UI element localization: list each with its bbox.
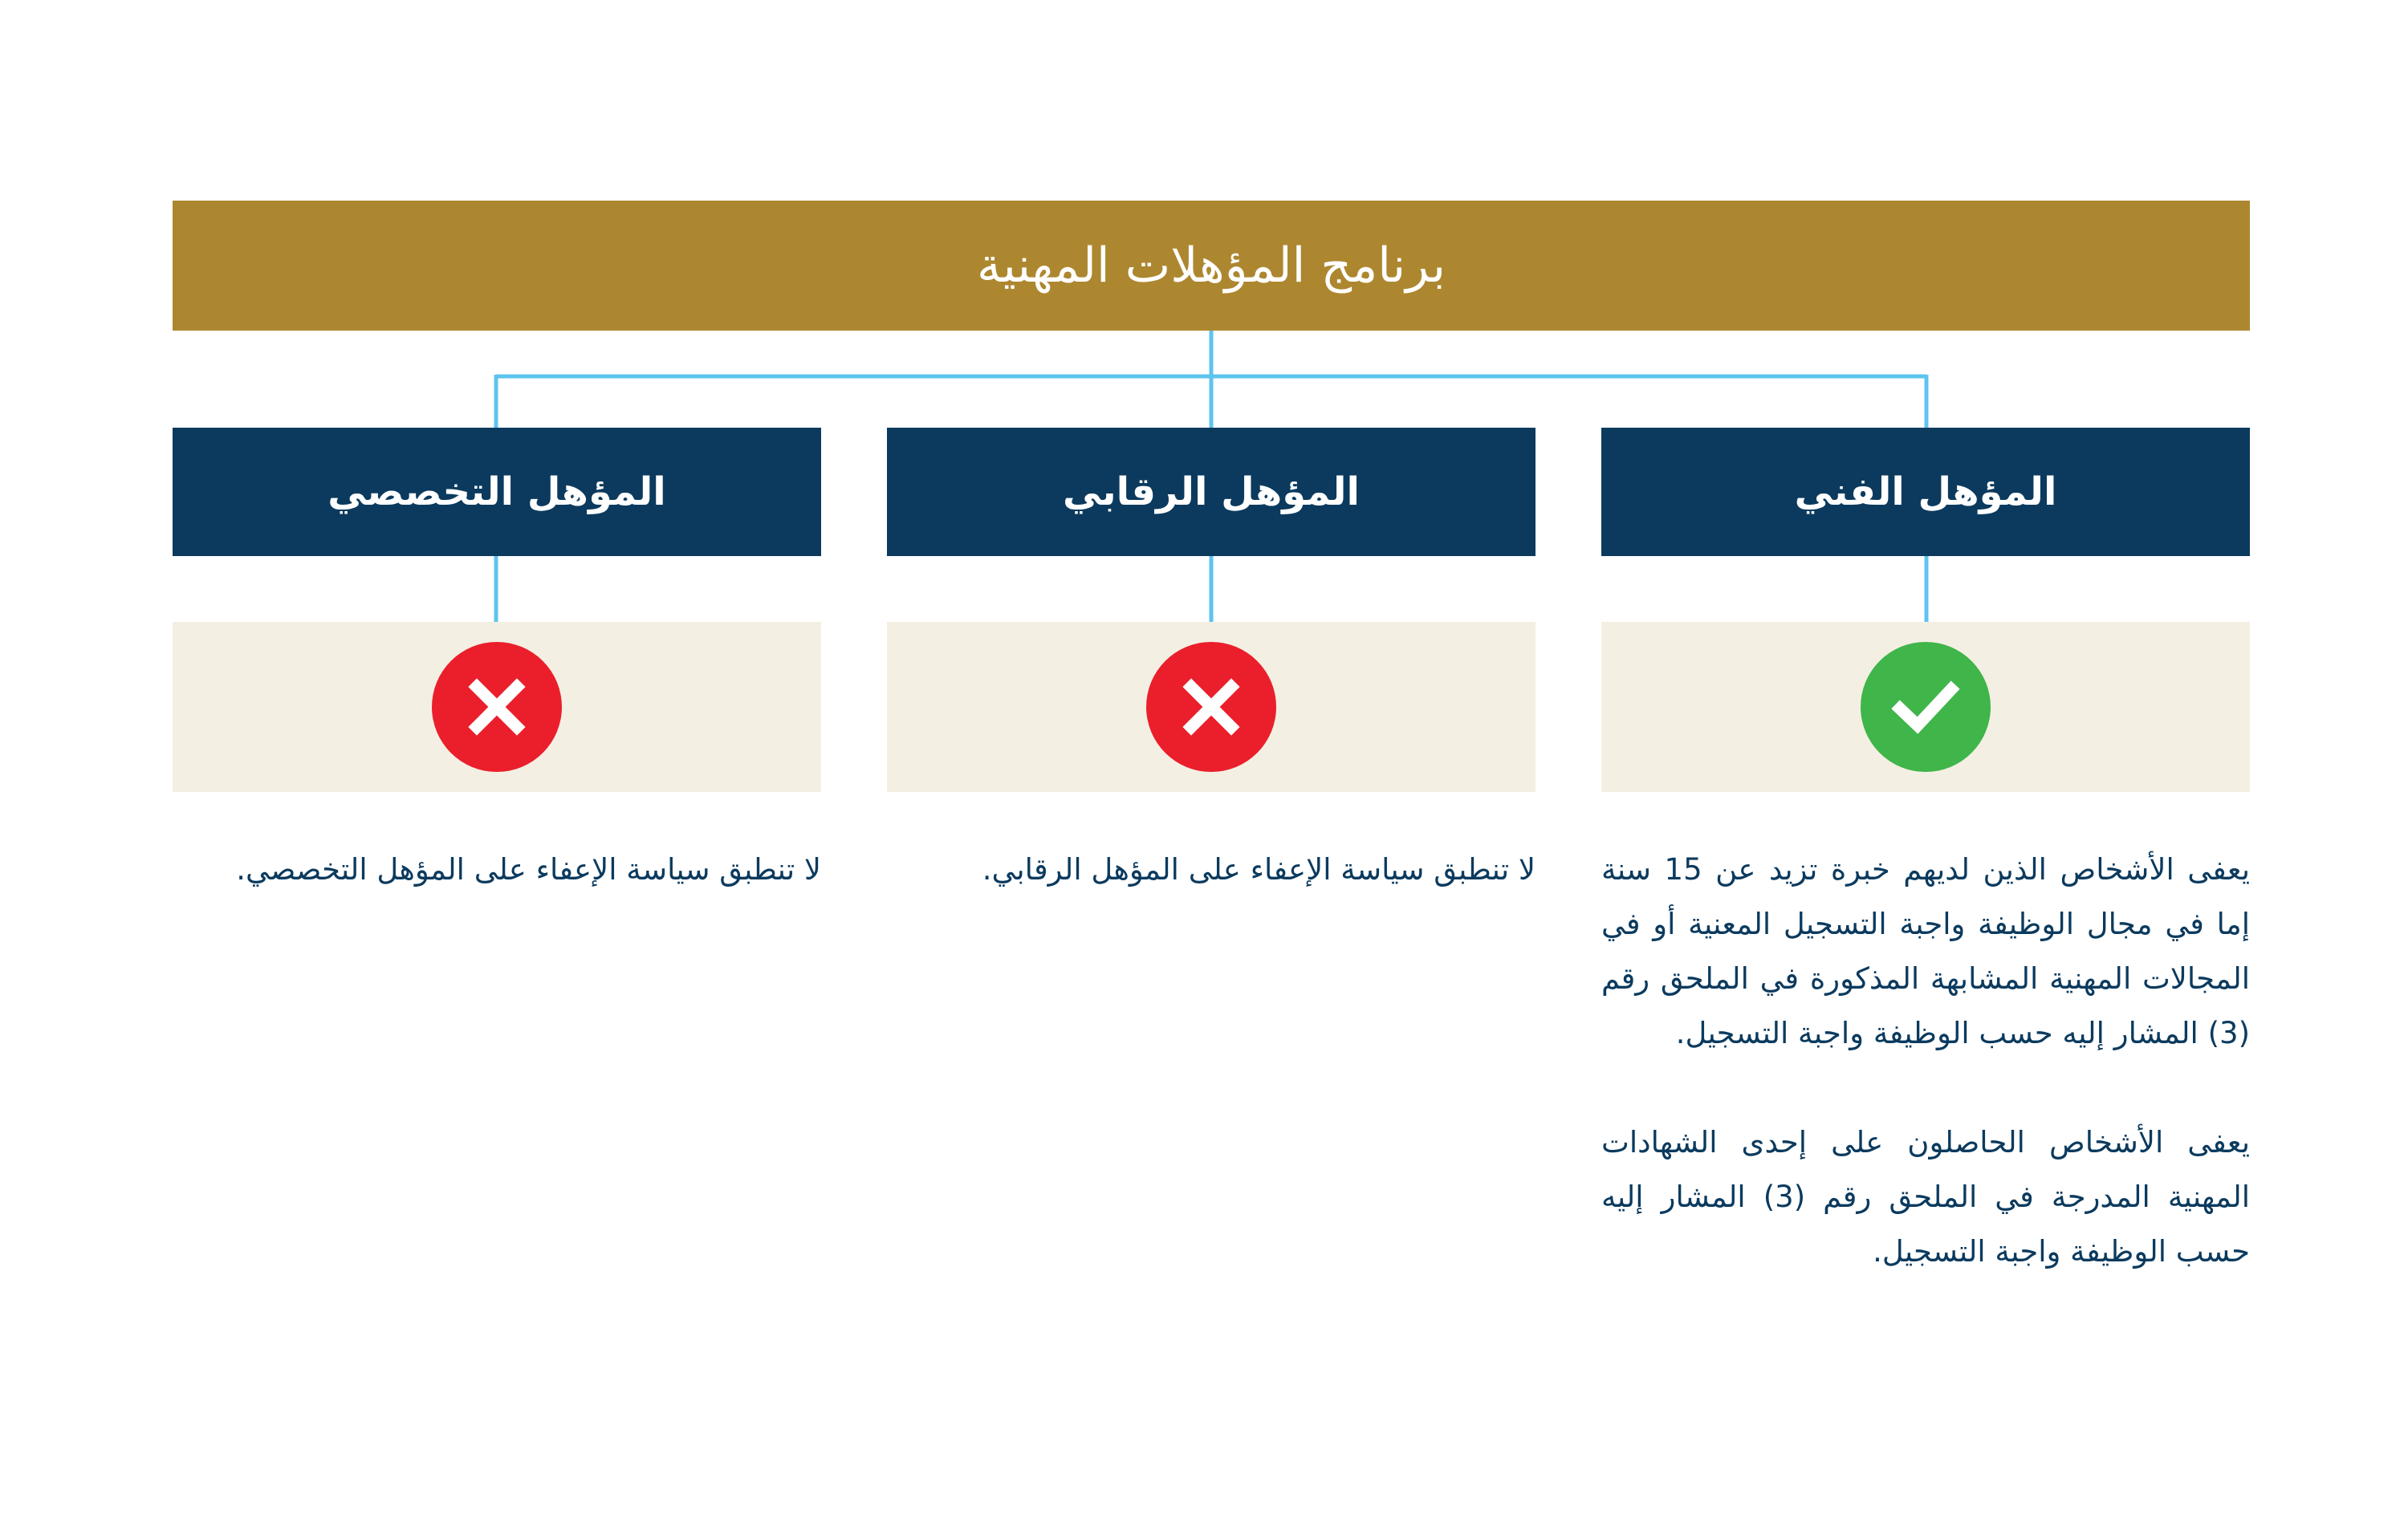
column-header-supervisory xyxy=(887,428,1536,556)
description-paragraph: لا تنطبق سياسة الإعفاء على المؤهل الرقابي. xyxy=(982,852,1536,887)
column-title: المؤهل الرقابي xyxy=(1063,469,1360,514)
column-header-technical xyxy=(1601,428,2250,556)
program-title: برنامج المؤهلات المهنية xyxy=(976,238,1446,294)
status-box-specialized xyxy=(173,622,821,792)
column-header-specialized xyxy=(173,428,821,556)
column-title: المؤهل التخصصي xyxy=(327,469,666,514)
description-paragraph: يعفى الأشخاص الذين لديهم خبرة تزيد عن 15 سنة إما في مجال الوظيفة واجبة التسجيل المعنية أو في المجالات المهنية المشابهة المذكورة في الملحق رقم (3) المشار إليه حسب الوظيفة واجبة التسجيل. xyxy=(1601,852,2250,1050)
check-icon xyxy=(1861,642,1991,772)
cross-icon xyxy=(432,642,562,772)
description-paragraph: لا تنطبق سياسة الإعفاء على المؤهل التخصصي. xyxy=(236,852,821,887)
column-title: المؤهل الفني xyxy=(1794,469,2057,514)
description-paragraph: يعفى الأشخاص الحاصلون على إحدى الشهادات المهنية المدرجة في الملحق رقم (3) المشار إليه حسب الوظيفة واجبة التسجيل. xyxy=(1601,1125,2250,1269)
description-technical xyxy=(1601,843,2250,1279)
status-box-supervisory xyxy=(887,622,1536,792)
cross-icon xyxy=(1146,642,1276,772)
status-box-technical xyxy=(1601,622,2250,792)
description-specialized xyxy=(173,843,821,897)
description-supervisory xyxy=(887,843,1536,897)
